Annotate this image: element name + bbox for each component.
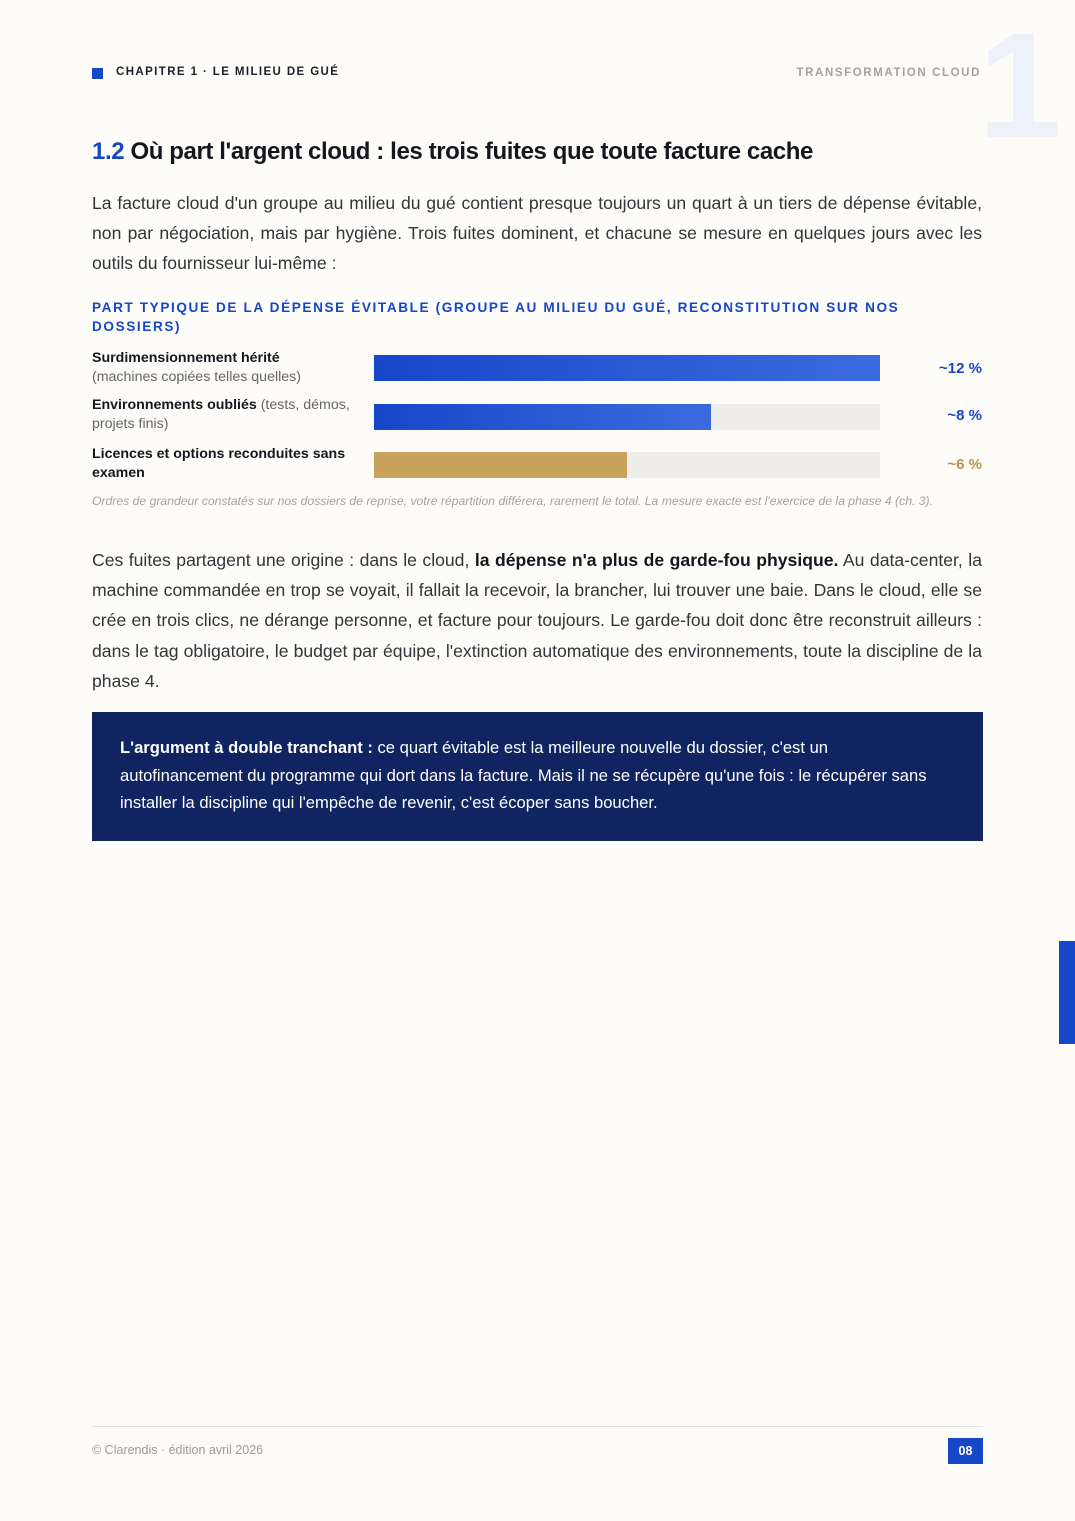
- body-text-end: Au data-center, la machine commandée en trop se voyait, il fallait la recevoir, la brancher, lui trouver une baie. Dans le cloud, elle se crée en trois clics, ne dérange personne, et facture pour toujours. Le garde-fou doit donc être reconstruit ailleurs : dans le tag obligatoire, le budget par équipe, l'extinction automatique des environnements, toute la discipline de la phase 4.: [92, 550, 982, 691]
- callout-text: [120, 734, 955, 817]
- bar-value: ~6 %: [947, 456, 982, 473]
- body-text-start: Ces fuites partagent une origine : dans le cloud,: [92, 550, 475, 570]
- page-number: 08: [948, 1438, 983, 1464]
- intro-paragraph: La facture cloud d'un groupe au milieu du gué contient presque toujours un quart à un tiers de dépense évitable, non par négociation, mais par hygiène. Trois fuites dominent, et chacune se mesure en quelques jours avec les outils du fournisseur lui-même :: [92, 193, 982, 274]
- bar-fill: [374, 452, 627, 478]
- bar-label-detail: (tests, démos, projets finis): [92, 397, 350, 432]
- chapter-number-watermark: 1: [978, 1, 1062, 169]
- callout-box: [92, 712, 983, 841]
- bar-value: ~8 %: [947, 407, 982, 424]
- bar-label-bold: Surdimensionnement hérité: [92, 350, 280, 366]
- bar-label: [92, 445, 364, 483]
- bar-label-bold: Licences et options reconduites sans examen: [92, 446, 346, 481]
- footer-divider: [92, 1426, 983, 1427]
- chart-note: Ordres de grandeur constatés sur nos dossiers de reprise, votre répartition différera, rarement le total. La mesure exacte est l'exercice de la phase 4 (ch. 3).: [92, 494, 933, 508]
- bar-track: [374, 355, 880, 381]
- chapter-side-tab: [1059, 941, 1075, 1044]
- bar-fill: [374, 404, 711, 430]
- callout-body: ce quart évitable est la meilleure nouvelle du dossier, c'est un autofinancement du programme qui dort dans la facture. Mais il ne se récupère qu'une fois : le récupérer sans installer la discipline qui l'empêche de revenir, c'est écoper sans boucher.: [120, 738, 927, 813]
- callout-lead: L'argument à double tranchant :: [120, 738, 373, 757]
- bar-label: [92, 349, 364, 387]
- chart-title: PART TYPIQUE DE LA DÉPENSE ÉVITABLE (GROUPE AU MILIEU DU GUÉ, RECONSTITUTION SUR NOS DOSSIERS): [92, 300, 900, 334]
- bar-fill: [374, 355, 880, 381]
- body-text-emphasis: la dépense n'a plus de garde-fou physique.: [474, 550, 839, 570]
- bar-label-detail: (machines copiées telles quelles): [92, 369, 301, 385]
- section-title-text: Où part l'argent cloud : les trois fuites que toute facture cache: [130, 138, 813, 165]
- chapter-label: CHAPITRE 1 · LE MILIEU DE GUÉ: [116, 66, 340, 78]
- bar-label: [92, 396, 364, 434]
- section-title: [92, 138, 813, 166]
- running-header: TRANSFORMATION CLOUD: [796, 67, 981, 79]
- bar-label-bold: Environnements oubliés: [92, 397, 257, 413]
- bar-track: [374, 452, 880, 478]
- chapter-marker: [92, 68, 103, 79]
- bar-value: ~12 %: [939, 360, 982, 377]
- footer-copyright: © Clarendis · édition avril 2026: [92, 1443, 264, 1457]
- body-paragraph: [92, 545, 982, 696]
- bar-track: [374, 404, 880, 430]
- section-number: 1.2: [92, 138, 125, 165]
